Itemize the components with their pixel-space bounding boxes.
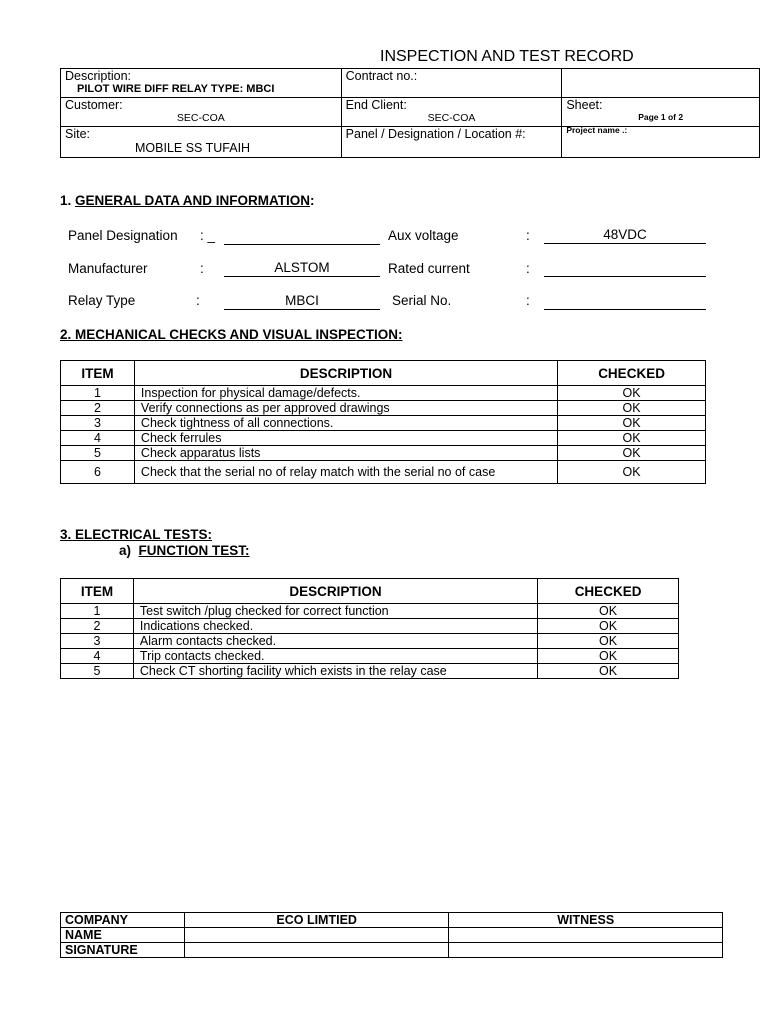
- project-name-label: Project name .:: [566, 125, 628, 135]
- item-description: Check apparatus lists: [134, 446, 557, 461]
- item-checked[interactable]: OK: [538, 649, 679, 664]
- item-checked[interactable]: OK: [558, 416, 706, 431]
- section-1-heading: [60, 193, 315, 208]
- aux-voltage-separator: :: [526, 228, 530, 243]
- table-row: [61, 386, 706, 401]
- item-checked[interactable]: OK: [558, 431, 706, 446]
- rated-current-label: Rated current: [388, 261, 470, 276]
- witness-label: WITNESS: [449, 913, 723, 928]
- item-number: 1: [61, 604, 134, 619]
- relay-type-separator: :: [196, 293, 200, 308]
- signature-label: SIGNATURE: [61, 943, 185, 958]
- item-description: Trip contacts checked.: [133, 649, 537, 664]
- table-row: [61, 401, 706, 416]
- section-1-title: GENERAL DATA AND INFORMATION: [75, 193, 310, 208]
- column-header-description: DESCRIPTION: [134, 361, 557, 386]
- item-description: Check ferrules: [134, 431, 557, 446]
- contract-label: Contract no.:: [345, 69, 418, 83]
- section-1-number: 1.: [60, 193, 76, 208]
- item-checked[interactable]: OK: [558, 446, 706, 461]
- item-checked[interactable]: OK: [558, 401, 706, 416]
- document-title: INSPECTION AND TEST RECORD: [380, 48, 634, 65]
- relay-type-label: Relay Type: [68, 293, 136, 308]
- contractor-signature-field[interactable]: [184, 943, 449, 958]
- site-cell: [61, 127, 342, 158]
- witness-signature-field[interactable]: [449, 943, 723, 958]
- contract-value[interactable]: [562, 69, 760, 98]
- serial-no-field[interactable]: [544, 293, 706, 310]
- item-number: 4: [61, 431, 135, 446]
- panel-location-cell: [341, 127, 562, 158]
- sheet-cell: [562, 98, 760, 127]
- customer-label: Customer:: [65, 98, 123, 112]
- function-test-table: [60, 578, 679, 679]
- signoff-name-row: [61, 928, 723, 943]
- panel-designation-field[interactable]: [224, 228, 380, 245]
- item-checked[interactable]: OK: [538, 664, 679, 679]
- project-name-cell: [562, 127, 760, 158]
- item-checked[interactable]: OK: [538, 634, 679, 649]
- section-2-heading: 2. MECHANICAL CHECKS AND VISUAL INSPECTION:: [60, 327, 403, 342]
- aux-voltage-label: Aux voltage: [388, 228, 459, 243]
- end-client-value[interactable]: SEC-COA: [427, 112, 476, 124]
- column-header-checked: CHECKED: [538, 579, 679, 604]
- table-row: [61, 619, 679, 634]
- item-description: Verify connections as per approved drawings: [134, 401, 557, 416]
- item-description: Check tightness of all connections.: [134, 416, 557, 431]
- sheet-label: Sheet:: [566, 98, 603, 112]
- item-number: 5: [61, 664, 134, 679]
- table-row: [61, 446, 706, 461]
- column-header-item: ITEM: [61, 579, 134, 604]
- item-number: 1: [61, 386, 135, 401]
- customer-value[interactable]: SEC-COA: [176, 112, 225, 124]
- column-header-item: ITEM: [61, 361, 135, 386]
- item-description: Alarm contacts checked.: [133, 634, 537, 649]
- item-checked[interactable]: OK: [558, 461, 706, 484]
- item-number: 5: [61, 446, 135, 461]
- table-row: [61, 634, 679, 649]
- manufacturer-label: Manufacturer: [68, 261, 148, 276]
- end-client-label: End Client:: [345, 98, 407, 112]
- section-3-heading: 3. ELECTRICAL TESTS:: [60, 527, 213, 542]
- description-value[interactable]: PILOT WIRE DIFF RELAY TYPE: MBCI: [77, 83, 275, 95]
- table-row: [61, 649, 679, 664]
- column-header-checked: CHECKED: [558, 361, 706, 386]
- rated-current-separator: :: [526, 261, 530, 276]
- panel-designation-label: Panel Designation: [68, 228, 178, 243]
- panel-location-label: Panel / Designation / Location #:: [345, 127, 526, 141]
- item-number: 3: [61, 634, 134, 649]
- serial-no-label: Serial No.: [392, 293, 452, 308]
- contract-cell: [341, 69, 562, 98]
- signoff-signature-row: [61, 943, 723, 958]
- contractor-name-field[interactable]: [184, 928, 449, 943]
- item-checked[interactable]: OK: [538, 604, 679, 619]
- aux-voltage-field[interactable]: 48VDC: [544, 227, 706, 244]
- relay-type-field[interactable]: MBCI: [224, 293, 380, 310]
- item-number: 2: [61, 619, 134, 634]
- item-description: Inspection for physical damage/defects.: [134, 386, 557, 401]
- item-description: Test switch /plug checked for correct function: [133, 604, 537, 619]
- header-row-customer: [61, 98, 760, 127]
- end-client-cell: [341, 98, 562, 127]
- item-checked[interactable]: OK: [558, 386, 706, 401]
- function-header-row: [61, 579, 679, 604]
- mechanical-checks-table: [60, 360, 706, 484]
- company-label: COMPANY: [61, 913, 185, 928]
- site-value[interactable]: MOBILE SS TUFAIH: [135, 141, 251, 155]
- table-row: [61, 664, 679, 679]
- mechanical-header-row: [61, 361, 706, 386]
- sheet-value[interactable]: Page 1 of 2: [638, 112, 684, 122]
- function-test-heading: [119, 543, 250, 558]
- serial-no-separator: :: [526, 293, 530, 308]
- witness-name-field[interactable]: [449, 928, 723, 943]
- section-1-colon: :: [310, 193, 315, 208]
- name-label: NAME: [61, 928, 185, 943]
- header-info-table: [60, 68, 760, 158]
- description-label: Description:: [65, 69, 131, 83]
- table-row: [61, 461, 706, 484]
- function-test-title: FUNCTION TEST:: [138, 543, 250, 558]
- contractor-name: ECO LIMTIED: [184, 913, 449, 928]
- item-number: 3: [61, 416, 135, 431]
- item-description: Check that the serial no of relay match with the serial no of case: [134, 461, 557, 484]
- panel-designation-separator: : _: [200, 228, 216, 243]
- header-row-site: [61, 127, 760, 158]
- signoff-header-row: [61, 913, 723, 928]
- item-description: Indications checked.: [133, 619, 537, 634]
- manufacturer-field[interactable]: ALSTOM: [224, 260, 380, 277]
- site-label: Site:: [65, 127, 91, 141]
- function-test-marker: a): [119, 543, 132, 558]
- manufacturer-separator: :: [200, 261, 204, 276]
- item-number: 4: [61, 649, 134, 664]
- item-description: Check CT shorting facility which exists in the relay case: [133, 664, 537, 679]
- table-row: [61, 416, 706, 431]
- table-row: [61, 431, 706, 446]
- rated-current-field[interactable]: [544, 260, 706, 277]
- description-cell: [61, 69, 342, 98]
- table-row: [61, 604, 679, 619]
- header-row-description: [61, 69, 760, 98]
- customer-cell: [61, 98, 342, 127]
- signoff-table: [60, 912, 723, 958]
- item-number: 2: [61, 401, 135, 416]
- item-number: 6: [61, 461, 135, 484]
- column-header-description: DESCRIPTION: [133, 579, 537, 604]
- item-checked[interactable]: OK: [538, 619, 679, 634]
